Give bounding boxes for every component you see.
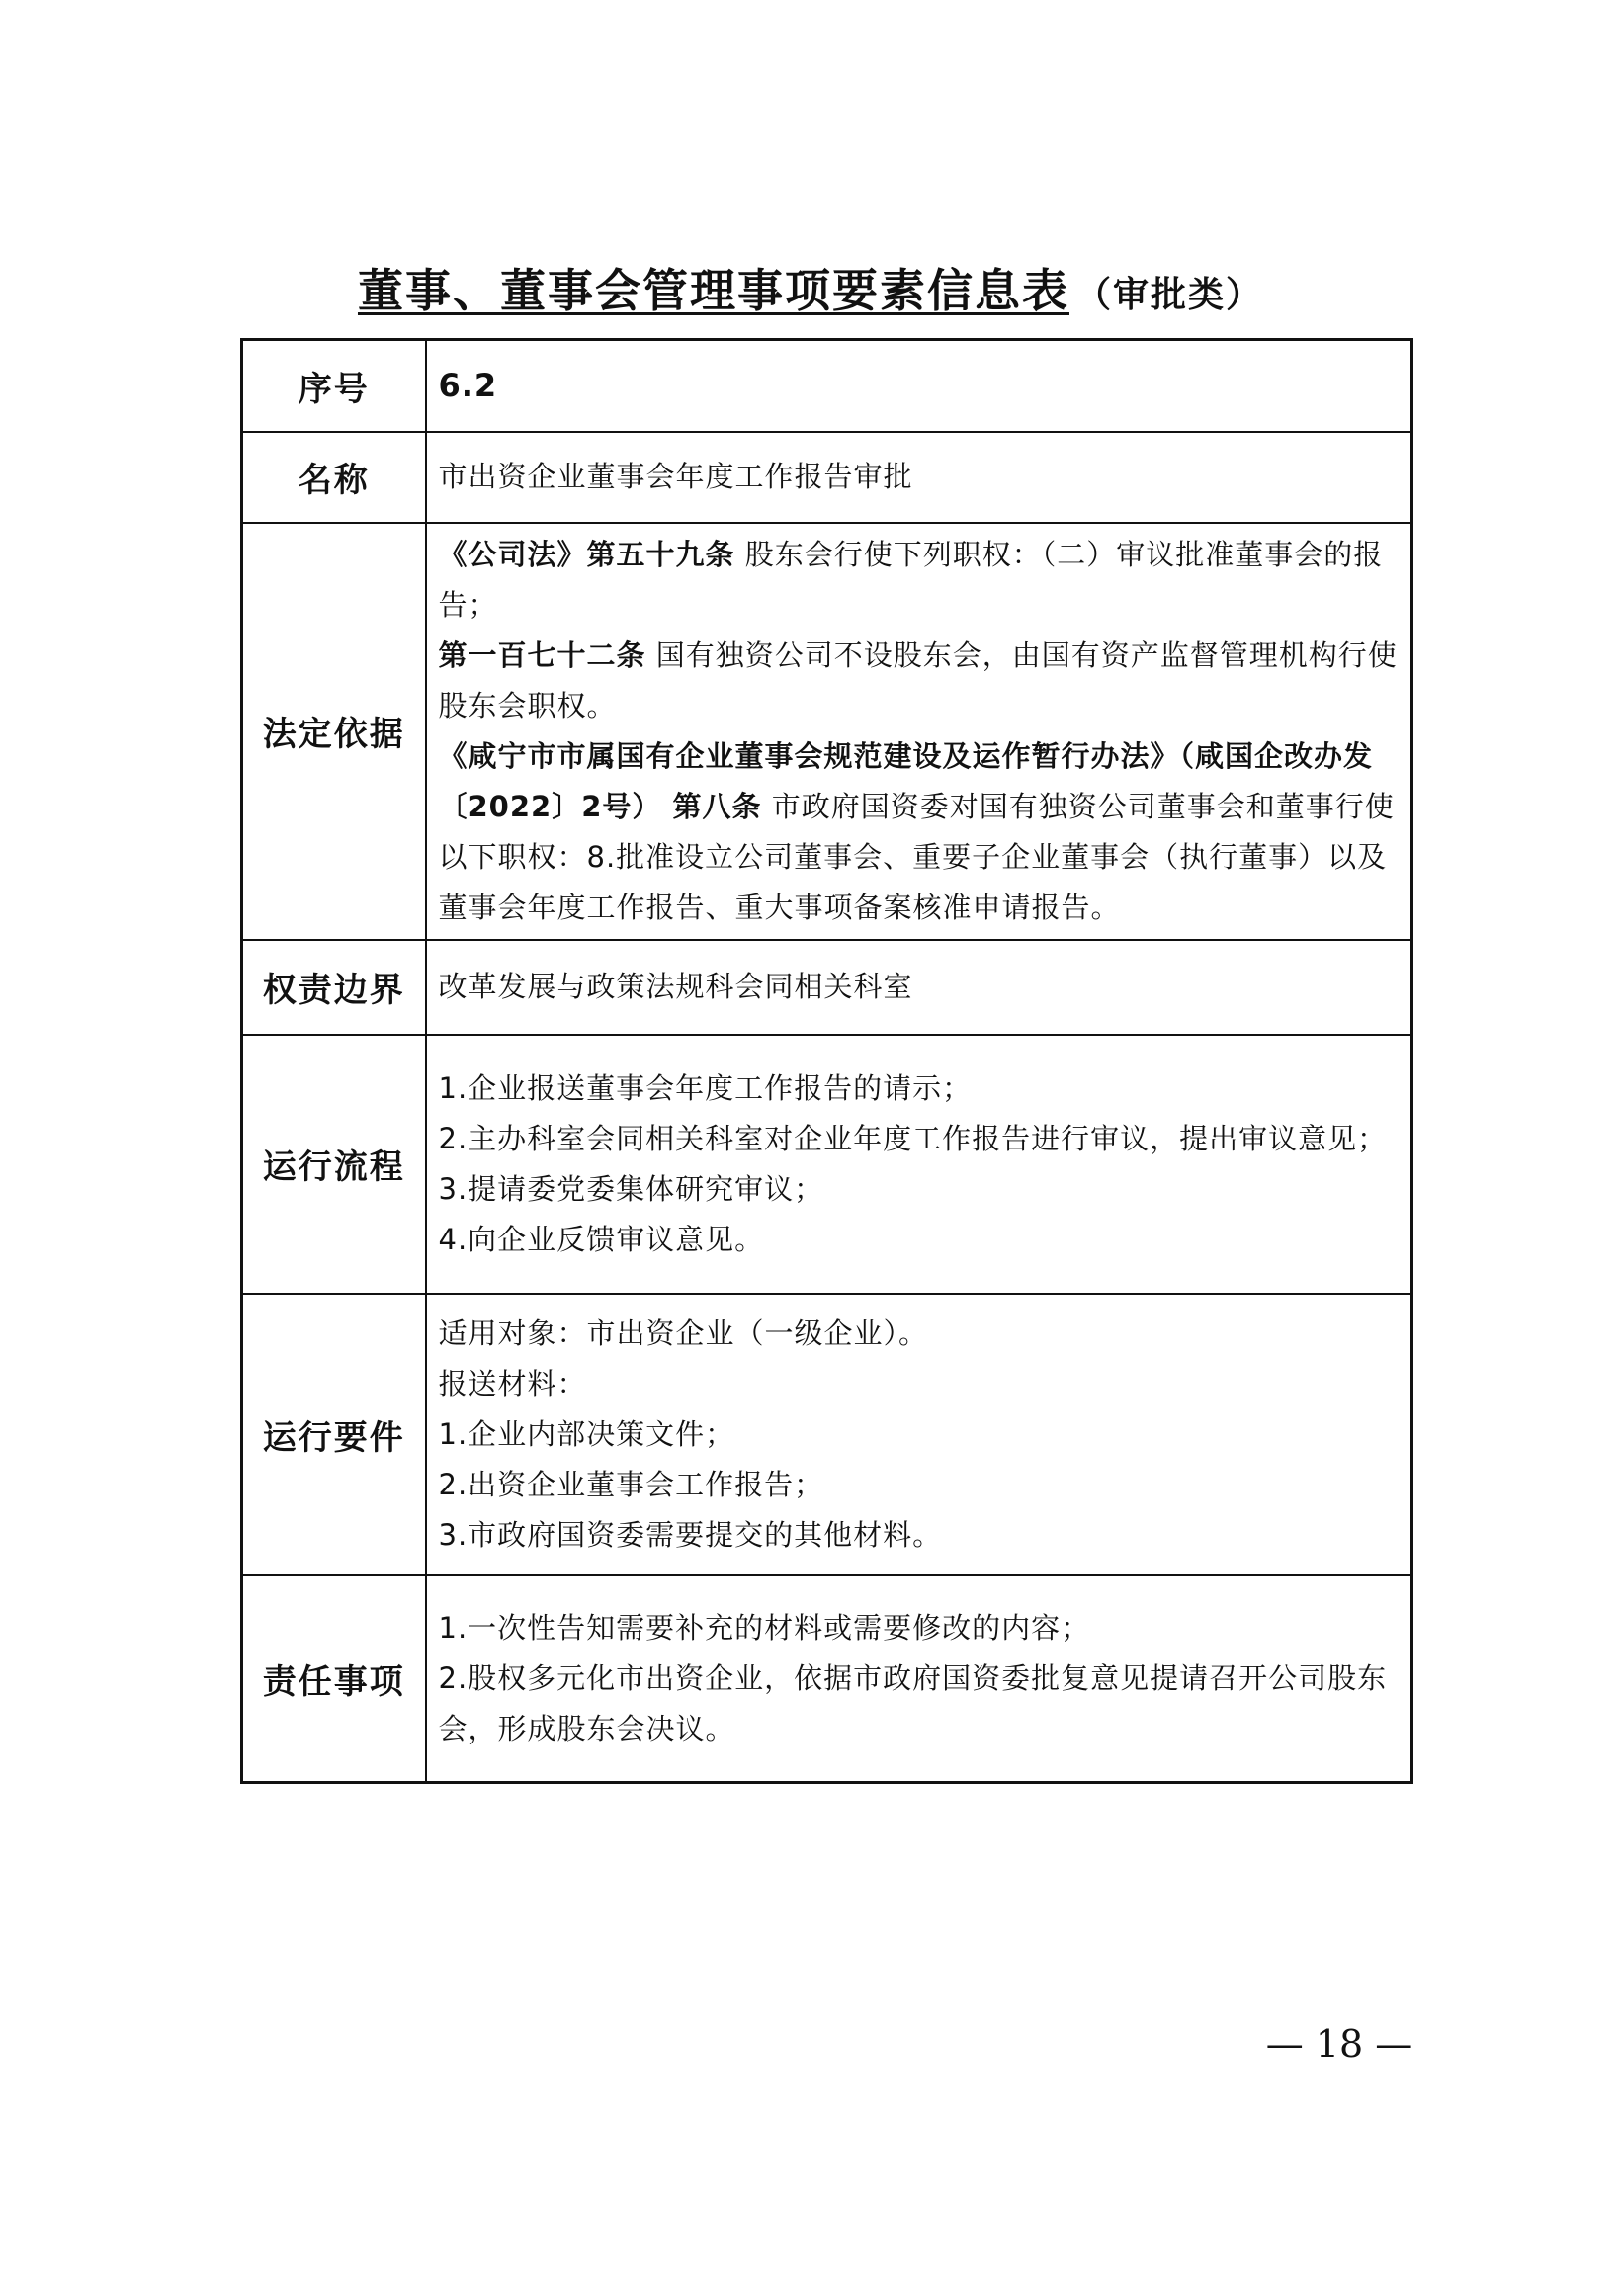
legal-basis-ref-3: 《咸宁市市属国有企业董事会规范建设及运作暂行办法》（咸国企改办发〔2022〕2号） 第八条: [438, 738, 1374, 823]
responsibility-item: 2.股权多元化市出资企业，依据市政府国资委批复意见提请召开公司股东会，形成股东会决议。: [438, 1660, 1388, 1745]
row-legal-basis: [242, 523, 1412, 940]
legal-basis-text-2: 国有独资公司不设股东会，由国有资产监督管理机构行使股东会职权。: [438, 638, 1398, 723]
requirements-item: 报送材料：: [438, 1366, 587, 1401]
label-legal-basis: 法定依据: [242, 523, 426, 940]
value-name: 市出资企业董事会年度工作报告审批: [426, 432, 1412, 523]
page-number: — 18 —: [1265, 2022, 1413, 2066]
value-requirements: [426, 1294, 1412, 1575]
value-boundary: 改革发展与政策法规科会同相关科室: [426, 940, 1412, 1035]
process-item: 4.向企业反馈审议意见。: [438, 1222, 765, 1256]
label-boundary: 权责边界: [242, 940, 426, 1035]
process-item: 1.企业报送董事会年度工作报告的请示；: [438, 1070, 973, 1105]
value-seq: 6.2: [426, 340, 1412, 432]
value-process: [426, 1035, 1412, 1294]
requirements-item: 3.市政府国资委需要提交的其他材料。: [438, 1517, 943, 1552]
info-table: [240, 338, 1413, 1784]
process-item: 3.提请委党委集体研究审议；: [438, 1171, 824, 1206]
document-title: [0, 255, 1621, 320]
requirements-item: 适用对象：市出资企业（一级企业）。: [438, 1316, 929, 1350]
row-name: [242, 432, 1412, 523]
legal-basis-text-3: 市政府国资委对国有独资公司董事会和董事行使以下职权：8.批准设立公司董事会、重要子企业董事会（执行董事）以及董事会年度工作报告、重大事项备案核准申请报告。: [438, 789, 1395, 924]
responsibility-item: 1.一次性告知需要补充的材料或需要修改的内容；: [438, 1610, 1091, 1645]
value-legal-basis: [426, 523, 1412, 940]
row-responsibility: [242, 1575, 1412, 1783]
legal-basis-para-2: [439, 631, 1408, 731]
legal-basis-para-3: [439, 731, 1408, 933]
label-responsibility: 责任事项: [242, 1575, 426, 1783]
title-suffix: （审批类）: [1074, 275, 1263, 315]
legal-basis-text-1: 股东会行使下列职权：（二）审议批准董事会的报告；: [438, 537, 1384, 622]
row-requirements: [242, 1294, 1412, 1575]
label-seq: 序号: [242, 340, 426, 432]
process-item: 2.主办科室会同相关科室对企业年度工作报告进行审议，提出审议意见；: [438, 1121, 1388, 1155]
legal-basis-para-1: [439, 530, 1408, 631]
legal-basis-ref-2: 第一百七十二条: [438, 638, 646, 672]
value-responsibility: [426, 1575, 1412, 1783]
legal-basis-ref-1: 《公司法》第五十九条: [438, 537, 735, 571]
requirements-item: 1.企业内部决策文件；: [438, 1416, 735, 1451]
row-process: [242, 1035, 1412, 1294]
row-boundary: [242, 940, 1412, 1035]
row-seq: [242, 340, 1412, 432]
label-name: 名称: [242, 432, 426, 523]
title-main: 董事、董事会管理事项要素信息表: [357, 264, 1069, 317]
label-requirements: 运行要件: [242, 1294, 426, 1575]
requirements-item: 2.出资企业董事会工作报告；: [438, 1467, 824, 1501]
label-process: 运行流程: [242, 1035, 426, 1294]
